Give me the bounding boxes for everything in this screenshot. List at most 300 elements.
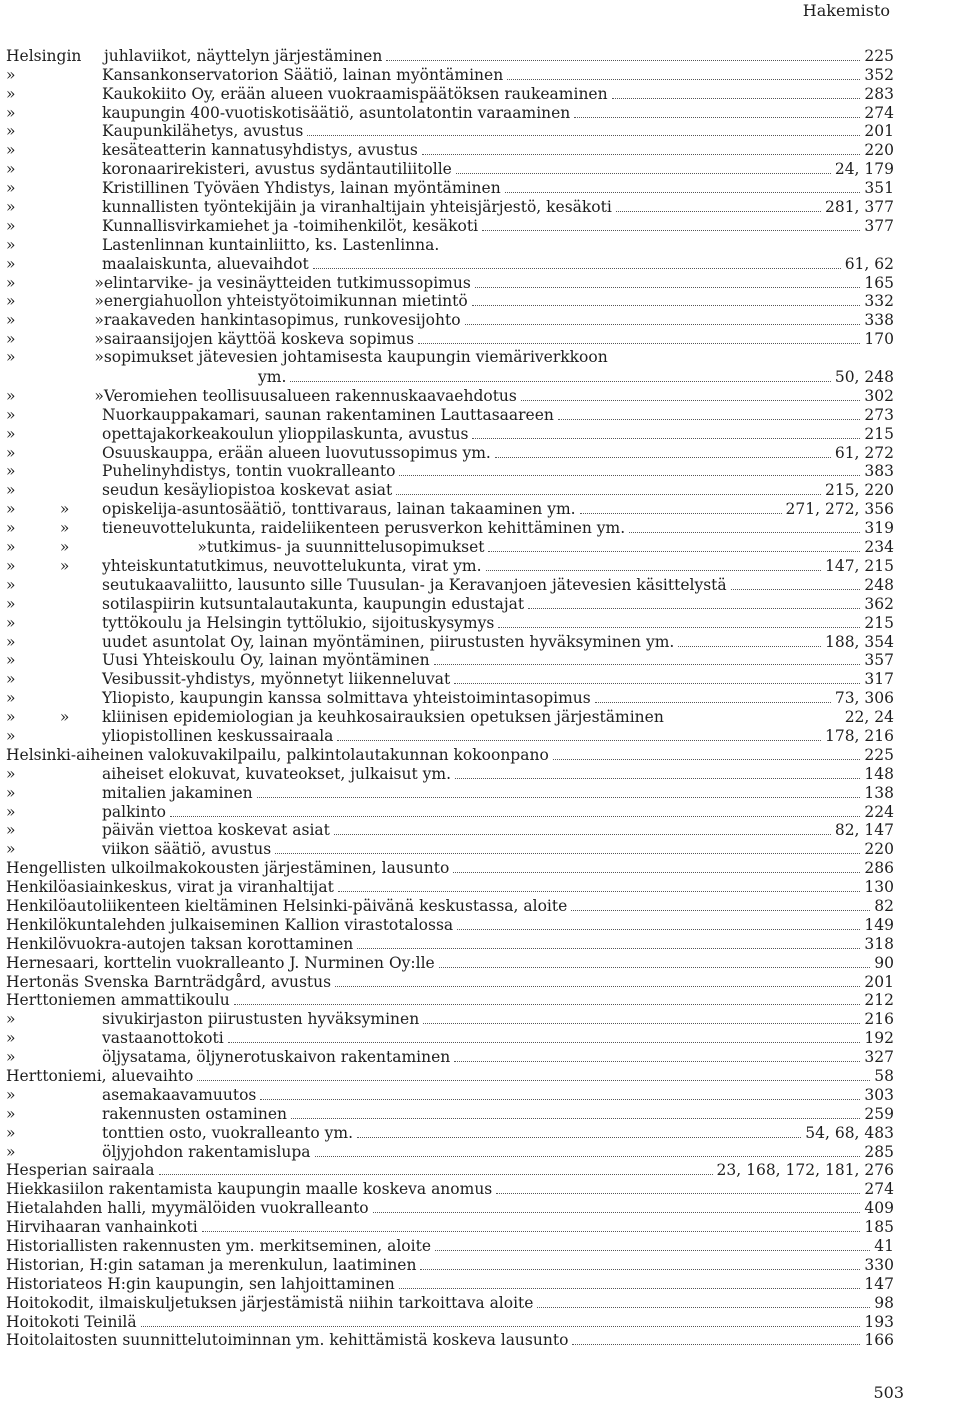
page-refs: 215 <box>864 613 894 632</box>
index-entry <box>6 178 894 197</box>
page-title: Hakemisto <box>802 1 890 20</box>
ditto-marks: » » <box>6 273 104 292</box>
entry-text: viikon säätiö, avustus <box>102 840 272 859</box>
page-refs: 201 <box>864 122 894 141</box>
page-refs: 215, 220 <box>824 481 894 500</box>
index-entry <box>6 934 894 953</box>
entry-text: ym. <box>258 368 287 387</box>
entry-text: tutkimus- ja suunnittelusopimukset <box>206 538 485 557</box>
index-entry <box>6 462 894 481</box>
entry-text: mitalien jakaminen <box>102 783 253 802</box>
index-entry <box>6 216 894 235</box>
page-refs: 274 <box>864 103 894 122</box>
page-refs: 362 <box>864 594 894 613</box>
page-refs: 82, 147 <box>834 821 894 840</box>
dot-leader <box>456 173 831 174</box>
entry-text: Kaukokiito Oy, erään alueen vuokraamispäätöksen raukeaminen <box>102 84 608 103</box>
entry-text: sivukirjaston piirustusten hyväksyminen <box>102 1010 420 1029</box>
dot-leader <box>399 475 860 476</box>
page-refs: 170 <box>864 330 894 349</box>
ditto-marks: » » <box>6 556 70 575</box>
ditto-marks: » <box>6 481 16 500</box>
dot-leader <box>357 948 860 949</box>
ditto-marks: » » <box>6 348 104 367</box>
page-refs: 148 <box>864 764 894 783</box>
dot-leader <box>472 305 861 306</box>
page-refs: 165 <box>864 273 894 292</box>
entry-head: Hertonäs Svenska Barnträdgård, avustus <box>6 972 332 991</box>
entry-head: Hoitokodit, ilmaiskuljetuksen järjestämistä niihin tarkoittava aloite <box>6 1293 534 1312</box>
index-entry <box>6 329 894 348</box>
page-refs: 274 <box>864 1180 894 1199</box>
index-entry <box>6 122 894 141</box>
entry-text: energiahuollon yhteistyötoimikunnan mietintö <box>103 292 468 311</box>
ditto-marks: » <box>6 726 16 745</box>
entry-text: kunnallisten työntekijäin ja viranhaltijain yhteisjärjestö, kesäkoti <box>102 198 612 217</box>
index-entry <box>6 915 894 934</box>
page-refs: 220 <box>864 141 894 160</box>
ditto-marks: » » <box>6 386 104 405</box>
index-entry <box>6 651 894 670</box>
page-refs: 302 <box>864 386 894 405</box>
page-refs: 286 <box>864 859 894 878</box>
ditto-marks: » » » <box>6 538 207 557</box>
dot-leader <box>386 60 860 61</box>
index-entry <box>6 197 894 216</box>
dot-leader <box>422 154 861 155</box>
index-entry <box>6 1123 894 1142</box>
entry-text: Uusi Yhteiskoulu Oy, lainan myöntäminen <box>102 651 430 670</box>
ditto-marks: » <box>6 1104 16 1123</box>
index-entry <box>6 103 894 122</box>
dot-leader <box>454 1061 860 1062</box>
entry-text: Osuuskauppa, erään alueen luovutussopimus ym. <box>102 443 491 462</box>
page-refs: 338 <box>864 311 894 330</box>
dot-leader <box>257 797 861 798</box>
page-refs: 178, 216 <box>824 726 894 745</box>
ditto-marks: » <box>6 179 16 198</box>
index-entry <box>6 1047 894 1066</box>
entry-head: Historiateos H:gin kaupungin, sen lahjoittaminen <box>6 1274 395 1293</box>
dot-leader <box>495 457 831 458</box>
dot-leader <box>496 1193 860 1194</box>
index-entry <box>6 1085 894 1104</box>
index-entry <box>6 1028 894 1047</box>
dot-leader <box>507 79 860 80</box>
index-entry <box>6 537 894 556</box>
entry-text: seudun kesäyliopistoa koskevat asiat <box>102 481 393 500</box>
dot-leader <box>482 230 860 231</box>
entry-text: elintarvike- ja vesinäytteiden tutkimussopimus <box>103 273 471 292</box>
page-refs: 271, 272, 356 <box>785 500 894 519</box>
ditto-marks: » <box>6 651 16 670</box>
entry-text: Veromiehen teollisuusalueen rakennuskaavaehdotus <box>103 386 517 405</box>
index-entry <box>6 292 894 311</box>
dot-leader <box>228 1042 861 1043</box>
index-entry <box>6 972 894 991</box>
ditto-marks: » <box>6 1029 16 1048</box>
dot-leader <box>572 1344 860 1345</box>
dot-leader <box>528 608 860 609</box>
index-entry <box>6 46 894 65</box>
dot-leader <box>337 740 821 741</box>
page-refs: 318 <box>864 934 894 953</box>
page-refs: 259 <box>864 1104 894 1123</box>
entry-text: kaupungin 400-vuotiskotisäätiö, asuntolatontin varaaminen <box>102 103 571 122</box>
page-refs: 147, 215 <box>824 556 894 575</box>
page-refs: 220 <box>864 840 894 859</box>
ditto-marks: » » <box>6 292 104 311</box>
dot-leader <box>396 494 821 495</box>
entry-head: Hengellisten ulkoilmakokousten järjestäminen, lausunto <box>6 859 450 878</box>
index-entry <box>6 499 894 518</box>
ditto-marks: » <box>6 1123 16 1142</box>
page-refs: 303 <box>864 1085 894 1104</box>
page-refs: 377 <box>864 216 894 235</box>
ditto-marks: » <box>6 575 16 594</box>
dot-leader <box>315 1156 861 1157</box>
entry-text: Kunnallisvirkamiehet ja -toimihenkilöt, kesäkoti <box>102 216 479 235</box>
dot-leader <box>498 627 860 628</box>
index-entry <box>6 1161 894 1180</box>
entry-text: sopimukset jätevesien johtamisesta kaupungin viemäriverkkoon <box>103 348 608 367</box>
entry-text: rakennusten ostaminen <box>102 1104 287 1123</box>
ditto-marks: » <box>6 198 16 217</box>
dot-leader <box>234 1004 861 1005</box>
dot-leader <box>439 967 871 968</box>
page-refs: 193 <box>864 1312 894 1331</box>
ditto-marks: » <box>6 689 16 708</box>
dot-leader <box>260 1099 860 1100</box>
index-entry <box>6 348 894 367</box>
entry-text: opiskelija-asuntosäätiö, tonttivaraus, lainan takaaminen ym. <box>102 500 576 519</box>
index-entry <box>6 877 894 896</box>
ditto-marks: » <box>6 254 16 273</box>
page-refs: 283 <box>864 84 894 103</box>
index-entry <box>6 858 894 877</box>
entry-head: Henkilöautoliikenteen kieltäminen Helsinki-päivänä keskustassa, aloite <box>6 896 568 915</box>
dot-leader <box>472 438 860 439</box>
dot-leader <box>159 1174 713 1175</box>
index-entry <box>6 65 894 84</box>
index-entry <box>6 140 894 159</box>
index-entry <box>6 1331 894 1350</box>
page-refs: 332 <box>864 292 894 311</box>
entry-text: koronaarirekisteri, avustus sydäntautiliitolle <box>102 160 452 179</box>
page-refs: 41 <box>874 1237 894 1255</box>
page-refs: 327 <box>864 1048 894 1067</box>
entry-text: opettajakorkeakoulun ylioppilaskunta, avustus <box>102 424 469 443</box>
page-refs: 188, 354 <box>824 632 894 651</box>
entry-text: Kansankonservatorion Säätiö, lainan myöntäminen <box>102 65 504 84</box>
ditto-marks: » <box>6 594 16 613</box>
index-entry <box>6 443 894 462</box>
page-refs: 317 <box>864 670 894 689</box>
entry-text: vastaanottokoti <box>102 1029 224 1048</box>
index-entry <box>6 84 894 103</box>
ditto-marks: » <box>6 462 16 481</box>
dot-leader <box>338 891 861 892</box>
dot-leader <box>307 135 860 136</box>
entry-head: Hiekkasiilon rakentamista kaupungin maalle koskeva anomus <box>6 1180 493 1199</box>
dot-leader <box>170 816 860 817</box>
page-refs: 248 <box>864 575 894 594</box>
dot-leader <box>197 1080 870 1081</box>
ditto-marks: » <box>6 443 16 462</box>
index-entry <box>6 1179 894 1198</box>
entry-text: sairaansijojen käyttöä koskeva sopimus <box>103 330 415 349</box>
ditto-marks: » <box>6 1142 16 1161</box>
entry-text: Kristillinen Työväen Yhdistys, lainan myöntäminen <box>102 179 501 198</box>
entry-text: Vesibussit-yhdistys, myönnetyt liikenneluvat <box>102 670 451 689</box>
ditto-marks: » <box>6 783 16 802</box>
entry-head: Hirvihaaran vanhainkoti <box>6 1218 198 1237</box>
index-entry <box>6 1236 894 1255</box>
dot-leader <box>453 872 860 873</box>
dot-leader <box>291 1118 860 1119</box>
page-refs: 224 <box>864 802 894 821</box>
ditto-marks: » <box>6 84 16 103</box>
entry-head: Historiallisten rakennusten ym. merkitseminen, aloite <box>6 1237 431 1255</box>
page-refs: 73, 306 <box>834 689 894 708</box>
page-refs: 409 <box>864 1199 894 1218</box>
index-entry <box>6 669 894 688</box>
entry-head: Hernesaari, korttelin vuokralleanto J. Nurminen Oy:lle <box>6 953 435 972</box>
index-entry <box>6 594 894 613</box>
dot-leader <box>553 759 861 760</box>
index-entry <box>6 159 894 178</box>
ditto-marks: » <box>6 1085 16 1104</box>
dot-leader <box>521 400 861 401</box>
ditto-marks: » » <box>6 311 104 330</box>
entry-text: raakaveden hankintasopimus, runkovesijohto <box>103 311 461 330</box>
page-refs: 357 <box>864 651 894 670</box>
entry-text: Nuorkauppakamari, saunan rakentaminen Lauttasaareen <box>102 405 554 424</box>
dot-leader <box>457 929 860 930</box>
entry-text: seutukaavaliitto, lausunto sille Tuusulan- ja Keravanjoen jätevesien käsittelystä <box>102 575 727 594</box>
entry-text: tonttien osto, vuokralleanto ym. <box>102 1123 354 1142</box>
index-entry <box>6 1255 894 1274</box>
entry-text: palkinto <box>102 802 167 821</box>
ditto-marks: » <box>6 65 16 84</box>
index-entry <box>6 235 894 254</box>
page-refs: 285 <box>864 1142 894 1161</box>
page-refs: 225 <box>864 46 894 65</box>
index-entry <box>6 632 894 651</box>
index-entry <box>6 254 894 273</box>
ditto-marks: » <box>6 141 16 160</box>
page-refs: 330 <box>864 1255 894 1274</box>
entry-text: tyttökoulu ja Helsingin tyttölukio, sijoituskysymys <box>102 613 495 632</box>
index-entry <box>6 991 894 1010</box>
ditto-marks: » <box>6 122 16 141</box>
ditto-marks: » <box>6 235 16 254</box>
page-refs: 216 <box>864 1010 894 1029</box>
entry-head: Herttoniemi, aluevaihto <box>6 1066 194 1085</box>
page-refs: 90 <box>874 953 894 972</box>
dot-leader <box>465 324 861 325</box>
page-refs: 166 <box>864 1331 894 1350</box>
entry-head: Henkilövuokra-autojen taksan korottaminen <box>6 934 354 953</box>
index-entry <box>6 386 894 405</box>
entry-head: Hoitolaitosten suunnittelutoiminnan ym. kehittämistä koskeva lausunto <box>6 1331 569 1350</box>
dot-leader <box>580 513 782 514</box>
ditto-marks: » » <box>6 519 70 538</box>
ditto-marks: » <box>6 160 16 179</box>
page-refs: 273 <box>864 405 894 424</box>
index-entry <box>6 405 894 424</box>
dot-leader <box>629 532 860 533</box>
entry-text: maalaiskunta, aluevaihdot <box>102 254 309 273</box>
index-entry <box>6 273 894 292</box>
index-entry <box>6 688 894 707</box>
ditto-marks: » <box>6 632 16 651</box>
page-refs: 383 <box>864 462 894 481</box>
index-entry <box>6 953 894 972</box>
entry-text: sotilaspiirin kutsuntalautakunta, kaupungin edustajat <box>102 594 525 613</box>
dot-leader <box>335 986 860 987</box>
dot-leader <box>275 853 860 854</box>
dot-leader <box>373 1212 861 1213</box>
index-entry <box>6 613 894 632</box>
dot-leader <box>475 287 861 288</box>
ditto-marks: » <box>6 821 16 840</box>
dot-leader <box>420 1269 860 1270</box>
entry-head: Historian, H:gin sataman ja merenkulun, laatiminen <box>6 1255 417 1274</box>
index-entry <box>6 518 894 537</box>
entry-head: Henkilöasiainkeskus, virat ja viranhaltijat <box>6 878 334 897</box>
dot-leader <box>488 551 860 552</box>
dot-leader <box>571 910 870 911</box>
entry-head: Herttoniemen ammattikoulu <box>6 991 230 1010</box>
dot-leader <box>574 117 860 118</box>
entry-text: juhlaviikot, näyttelyn järjestäminen <box>104 46 383 65</box>
index-entry <box>6 802 894 821</box>
dot-leader <box>334 834 831 835</box>
index-entry <box>6 367 894 386</box>
dot-leader <box>313 268 841 269</box>
page-refs: 82 <box>874 896 894 915</box>
page-refs: 50, 248 <box>834 368 894 387</box>
entry-text: asemakaavamuutos <box>102 1085 257 1104</box>
index-entry <box>6 480 894 499</box>
ditto-marks: » » <box>6 330 104 349</box>
dot-leader <box>486 570 821 571</box>
entry-head: Henkilökuntalehden julkaiseminen Kallion virastotalossa <box>6 915 454 934</box>
entry-text: Puhelinyhdistys, tontin vuokralleanto <box>102 462 396 481</box>
index-list <box>6 46 894 1349</box>
page-refs: 281, 377 <box>824 198 894 217</box>
ditto-marks: » <box>6 405 16 424</box>
entry-head: Hietalahden halli, myymälöiden vuokralleanto <box>6 1199 369 1218</box>
dot-leader <box>418 343 860 344</box>
page-refs: 351 <box>864 179 894 198</box>
page-refs: 201 <box>864 972 894 991</box>
index-entry <box>6 1009 894 1028</box>
dot-leader <box>731 589 861 590</box>
index-entry <box>6 764 894 783</box>
ditto-marks: » <box>6 670 16 689</box>
page-number: 503 <box>873 1383 904 1402</box>
entry-text: uudet asuntolat Oy, lainan myöntäminen, piirustusten hyväksyminen ym. <box>102 632 675 651</box>
entry-text: päivän viettoa koskevat asiat <box>102 821 330 840</box>
entry-head: Hoitokoti Teinilä <box>6 1312 137 1331</box>
page-refs: 212 <box>864 991 894 1010</box>
dot-leader <box>434 664 861 665</box>
dot-leader <box>612 98 861 99</box>
dot-leader <box>595 702 831 703</box>
index-entry <box>6 745 894 764</box>
page-refs: 319 <box>864 519 894 538</box>
entry-head: Helsingin <box>6 46 82 65</box>
ditto-marks: » <box>6 103 16 122</box>
dot-leader <box>141 1326 861 1327</box>
page-refs: 23, 168, 172, 181, 276 <box>716 1161 894 1180</box>
index-entry <box>6 424 894 443</box>
index-entry <box>6 1104 894 1123</box>
entry-text: tieneuvottelukunta, raideliikenteen perusverkon kehittäminen ym. <box>102 519 626 538</box>
ditto-marks: » <box>6 802 16 821</box>
dot-leader <box>505 192 861 193</box>
page-refs: 138 <box>864 783 894 802</box>
dot-leader <box>454 683 860 684</box>
dot-leader <box>678 646 821 647</box>
dot-leader <box>455 778 860 779</box>
entry-text: Yliopisto, kaupungin kanssa solmittava yhteistoimintasopimus <box>102 689 591 708</box>
dot-leader <box>202 1231 861 1232</box>
ditto-marks: » » <box>6 500 70 519</box>
page-refs: 58 <box>874 1066 894 1085</box>
index-entry <box>6 575 894 594</box>
index-entry <box>6 1142 894 1161</box>
entry-text: yhteiskuntatutkimus, neuvottelukunta, virat ym. <box>102 556 482 575</box>
entry-text: kliinisen epidemiologian ja keuhkosairauksien opetuksen järjestäminen <box>102 708 664 727</box>
ditto-marks: » <box>6 764 16 783</box>
index-entry <box>6 1274 894 1293</box>
index-entry <box>6 821 894 840</box>
index-entry <box>6 839 894 858</box>
dot-leader <box>357 1137 801 1138</box>
page-refs: 22, 24 <box>844 708 894 727</box>
dot-leader <box>558 419 861 420</box>
entry-text: Lastenlinnan kuntainliitto, ks. Lastenlinna. <box>102 235 440 254</box>
entry-text: yliopistollinen keskussairaala <box>102 726 334 745</box>
index-entry <box>6 1066 894 1085</box>
page-refs: 352 <box>864 65 894 84</box>
ditto-marks: » <box>6 1048 16 1067</box>
ditto-marks: » <box>6 424 16 443</box>
page-refs: 192 <box>864 1029 894 1048</box>
entry-text: Kaupunkilähetys, avustus <box>102 122 304 141</box>
index-entry <box>6 310 894 329</box>
page-refs: 147 <box>864 1274 894 1293</box>
page-refs: 234 <box>864 538 894 557</box>
entry-text: aiheiset elokuvat, kuvateokset, julkaisut ym. <box>102 764 452 783</box>
index-entry <box>6 1217 894 1236</box>
dot-leader <box>399 1288 861 1289</box>
entry-head: Hesperian sairaala <box>6 1161 155 1180</box>
ditto-marks: » <box>6 613 16 632</box>
ditto-marks: » » <box>6 708 70 727</box>
page-refs: 98 <box>874 1293 894 1312</box>
ditto-marks: » <box>6 1010 16 1029</box>
ditto-marks: » <box>6 216 16 235</box>
entry-text: öljyjohdon rakentamislupa <box>102 1142 311 1161</box>
dot-leader <box>423 1023 860 1024</box>
index-entry <box>6 556 894 575</box>
index-entry <box>6 783 894 802</box>
index-entry <box>6 1312 894 1331</box>
